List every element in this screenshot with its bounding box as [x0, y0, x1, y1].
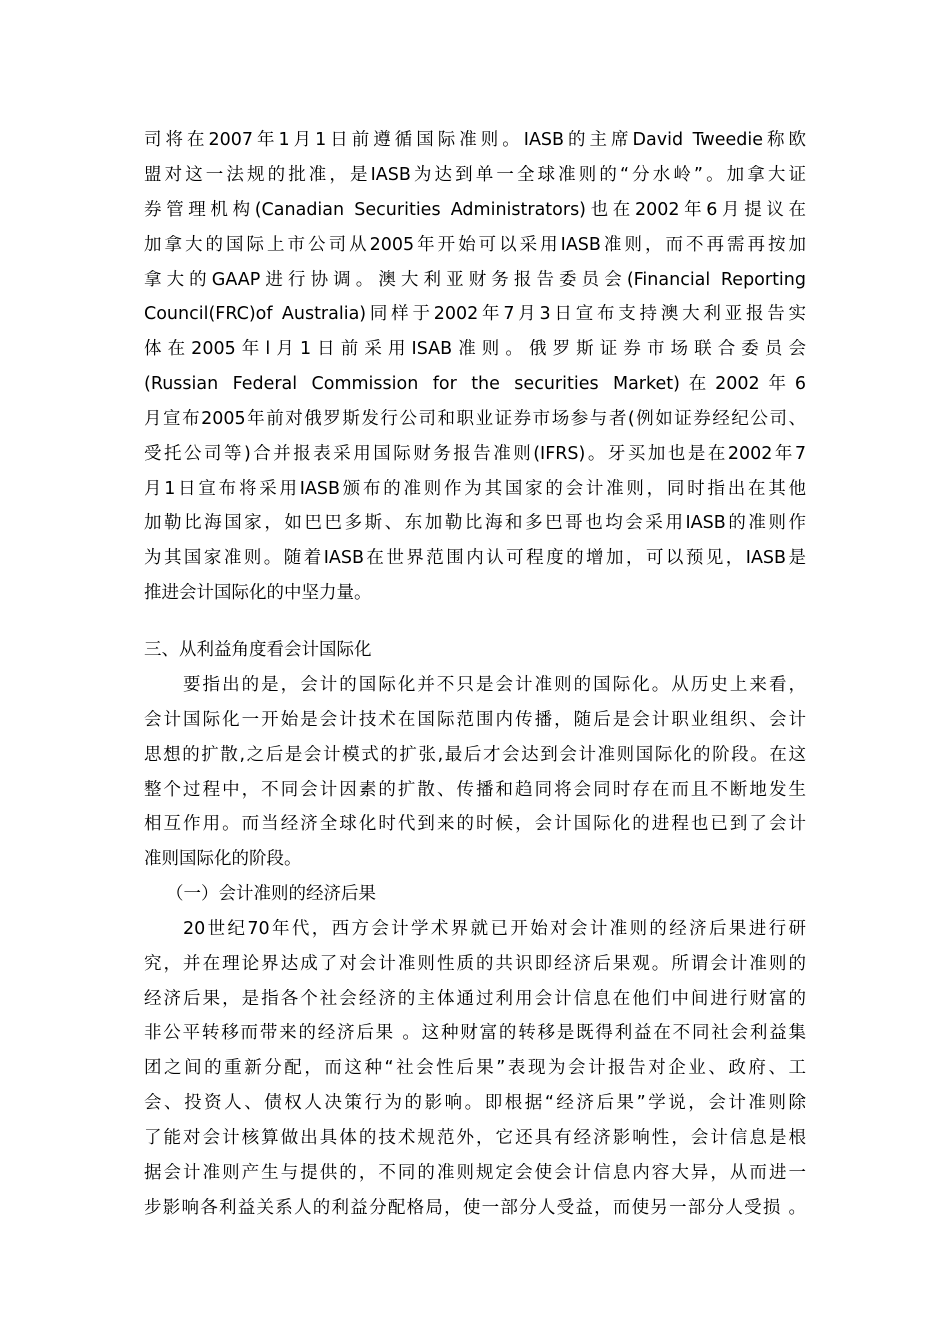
- section-heading: 三、从利益角度看会计国际化: [144, 640, 372, 660]
- para2-line: 相互作用。而当经济全球化时代到来的时候，会计国际化的进程也已到了会计: [144, 814, 806, 834]
- para1-line: 为其国家准则。随着IASB在世界范围内认可程度的增加，可以预见，IASB是: [144, 548, 806, 568]
- para1-line: Council(FRC)of Australia)同样于2002年7月3日宣布支持澳大利亚报告实: [144, 304, 806, 324]
- para3-line: 了能对会计核算做出具体的技术规范外，它还具有经济影响性，会计信息是根: [144, 1128, 806, 1148]
- para2-line: 会计国际化一开始是会计技术在国际范围内传播，随后是会计职业组织、会计: [144, 710, 806, 730]
- para3-line: 究，并在理论界达成了对会计准则性质的共识即经济后果观。所谓会计准则的: [144, 954, 806, 974]
- para1-line: 月1日宣布将采用IASB颁布的准则作为其国家的会计准则，同时指出在其他: [144, 479, 806, 499]
- para1-line: 司将在2007年1月1日前遵循国际准则。IASB的主席David Tweedie称欧: [144, 130, 806, 150]
- para3-line: 20世纪70年代，西方会计学术界就已开始对会计准则的经济后果进行研: [183, 919, 806, 939]
- para1-line: 加拿大的国际上市公司从2005年开始可以采用IASB准则，而不再需再按加: [144, 235, 806, 255]
- para2-line: 整个过程中，不同会计因素的扩散、传播和趋同将会同时存在而且不断地发生: [144, 780, 806, 800]
- para1-line: 推进会计国际化的中坚力量。: [144, 583, 372, 603]
- para1-line: 拿大的GAAP进行协调。澳大利亚财务报告委员会(Financial Reporting: [144, 270, 806, 290]
- para3-line: 步影响各利益关系人的利益分配格局，使一部分人受益，而使另一部分人受损 。: [144, 1198, 806, 1218]
- para1-line: 受托公司等)合并报表采用国际财务报告准则(IFRS)。牙买加也是在2002年7: [144, 444, 806, 464]
- para3-line: 会、投资人、债权人决策行为的影响。即根据“经济后果”学说，会计准则除: [144, 1093, 806, 1113]
- para3-line: 经济后果，是指各个社会经济的主体通过利用会计信息在他们中间进行财富的: [144, 989, 806, 1009]
- para3-line: 团之间的重新分配，而这种“社会性后果”表现为会计报告对企业、政府、工: [144, 1058, 806, 1078]
- para2-line: 思想的扩散,之后是会计模式的扩张,最后才会达到会计准则国际化的阶段。在这: [144, 745, 806, 765]
- para1-line: 券管理机构(Canadian Securities Administrators)也在2002年6月提议在: [144, 200, 806, 220]
- para2-line: 要指出的是，会计的国际化并不只是会计准则的国际化。从历史上来看，: [183, 675, 806, 695]
- para3-line: 据会计准则产生与提供的，不同的准则规定会使会计信息内容大异，从而进一: [144, 1163, 806, 1183]
- para3-line: 非公平转移而带来的经济后果 。这种财富的转移是既得利益在不同社会利益集: [144, 1023, 806, 1043]
- para1-line: 月宣布2005年前对俄罗斯发行公司和职业证券市场参与者(例如证券经纪公司、: [144, 409, 806, 429]
- para2-line: 准则国际化的阶段。: [144, 849, 302, 869]
- para1-line: (Russian Federal Commission for the securities Market)在2002年6: [144, 374, 806, 394]
- para1-line: 加勒比海国家，如巴巴多斯、东加勒比海和多巴哥也均会采用IASB的准则作: [144, 513, 806, 533]
- para1-line: 盟对这一法规的批准，是IASB为达到单一全球准则的“分水岭”。加拿大证: [144, 165, 806, 185]
- subsection-heading: （一）会计准则的经济后果: [166, 884, 376, 904]
- para1-line: 体在2005年l月1日前采用ISAB准则。俄罗斯证券市场联合委员会: [144, 339, 806, 359]
